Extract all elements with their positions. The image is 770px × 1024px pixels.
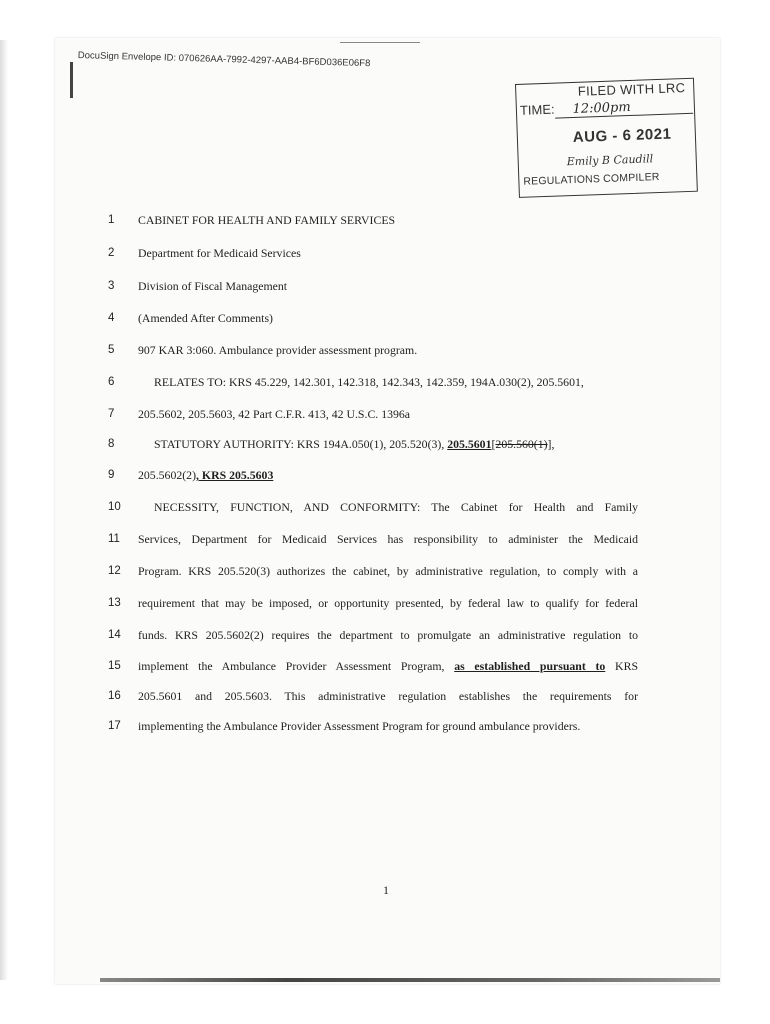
line-number: 5 xyxy=(108,344,115,356)
doc-line-6 xyxy=(108,375,748,389)
line-number: 6 xyxy=(108,376,115,388)
doc-line-12 xyxy=(108,564,748,578)
stamp-date: AUG - 6 2021 xyxy=(572,125,672,147)
line-15-text: implement the Ambulance Provider Assessment Program, xyxy=(138,659,455,673)
doc-line-8 xyxy=(108,437,748,451)
line-number: 10 xyxy=(108,501,121,513)
line-number: 4 xyxy=(108,312,115,324)
stamp-time-value: 12:00pm xyxy=(554,98,692,119)
inserted-citation: , KRS 205.5603 xyxy=(196,468,274,482)
top-rule xyxy=(340,42,420,43)
line-text: RELATES TO: KRS 45.229, 142.301, 142.318, 142.343, 142.359, 194A.030(2), 205.5601, xyxy=(154,375,584,389)
line-text: Program. KRS 205.520(3) authorizes the cabinet, by administrative regulation, to comply with a xyxy=(138,564,638,578)
stamp-time-row xyxy=(520,97,690,120)
citation-text: 205.5602(2) xyxy=(138,468,196,482)
line-text: implementing the Ambulance Provider Assessment Program for ground ambulance providers. xyxy=(138,719,581,733)
line-15-tail: KRS xyxy=(605,659,639,673)
line-number: 17 xyxy=(108,720,121,732)
filed-with-lrc-stamp xyxy=(515,78,698,198)
doc-line-3 xyxy=(108,279,748,293)
scan-shadow xyxy=(0,40,8,980)
doc-line-10 xyxy=(108,500,748,514)
doc-line-14 xyxy=(108,628,748,642)
line-text: CABINET FOR HEALTH AND FAMILY SERVICES xyxy=(138,213,396,227)
doc-line-9 xyxy=(108,468,748,482)
stamp-time-label: TIME: xyxy=(519,101,555,118)
line-number: 14 xyxy=(108,629,121,641)
doc-line-7 xyxy=(108,407,748,421)
line-number: 2 xyxy=(108,247,115,259)
doc-line-1 xyxy=(108,213,748,227)
line-number: 15 xyxy=(108,660,121,672)
page-number: 1 xyxy=(383,883,389,897)
inserted-citation: 205.5601 xyxy=(447,437,492,451)
line-text: NECESSITY, FUNCTION, AND CONFORMITY: The Cabinet for Health and Family xyxy=(154,500,638,514)
doc-line-11 xyxy=(108,532,748,546)
doc-line-2 xyxy=(108,246,748,260)
line-number: 1 xyxy=(108,214,115,226)
deleted-citation: 205.560(1) xyxy=(495,437,548,451)
line-text: requirement that may be imposed, or opportunity presented, by federal law to qualify for federal xyxy=(138,596,638,610)
doc-line-5 xyxy=(108,343,748,357)
line-text xyxy=(138,468,638,482)
close-bracket: ], xyxy=(547,437,555,451)
statutory-authority-text: STATUTORY AUTHORITY: KRS 194A.050(1), 205.520(3), xyxy=(154,437,448,451)
line-number: 13 xyxy=(108,597,121,609)
doc-line-17 xyxy=(108,719,748,733)
line-text: Division of Fiscal Management xyxy=(138,279,288,293)
open-bracket: [ xyxy=(491,437,496,451)
line-text xyxy=(138,437,638,451)
stamp-signature: Emily B Caudill xyxy=(566,152,654,169)
line-text: Department for Medicaid Services xyxy=(138,246,301,260)
inserted-phrase: as established pursuant to xyxy=(454,659,606,673)
line-number: 11 xyxy=(108,533,120,545)
doc-line-4 xyxy=(108,311,748,325)
line-text xyxy=(138,659,638,673)
line-number: 8 xyxy=(108,438,115,450)
line-number: 7 xyxy=(108,408,115,420)
line-number: 9 xyxy=(108,469,115,481)
line-text: Services, Department for Medicaid Services has responsibility to administer the Medicaid xyxy=(138,532,638,546)
stamp-filed-label: FILED WITH LRC xyxy=(577,80,686,99)
line-number: 12 xyxy=(108,565,121,577)
doc-line-13 xyxy=(108,596,748,610)
binding-mark xyxy=(70,62,73,98)
scan-bottom-edge xyxy=(100,978,720,982)
docusign-envelope-id: DocuSign Envelope ID: 070626AA-7992-4297-AAB4-BF6D036E06F8 xyxy=(77,50,371,70)
doc-line-16 xyxy=(108,689,748,703)
line-number: 3 xyxy=(108,280,115,292)
line-text: 205.5602, 205.5603, 42 Part C.F.R. 413, 42 U.S.C. 1396a xyxy=(138,407,411,421)
line-text: funds. KRS 205.5602(2) requires the department to promulgate an administrative regulation to xyxy=(138,628,638,642)
line-text: 205.5601 and 205.5603. This administrative regulation establishes the requirements for xyxy=(138,689,638,703)
line-number: 16 xyxy=(108,690,121,702)
line-text: (Amended After Comments) xyxy=(138,311,273,325)
doc-line-15 xyxy=(108,659,748,673)
stamp-compiler: REGULATIONS COMPILER xyxy=(523,171,660,188)
line-text: 907 KAR 3:060. Ambulance provider assessment program. xyxy=(138,343,418,357)
